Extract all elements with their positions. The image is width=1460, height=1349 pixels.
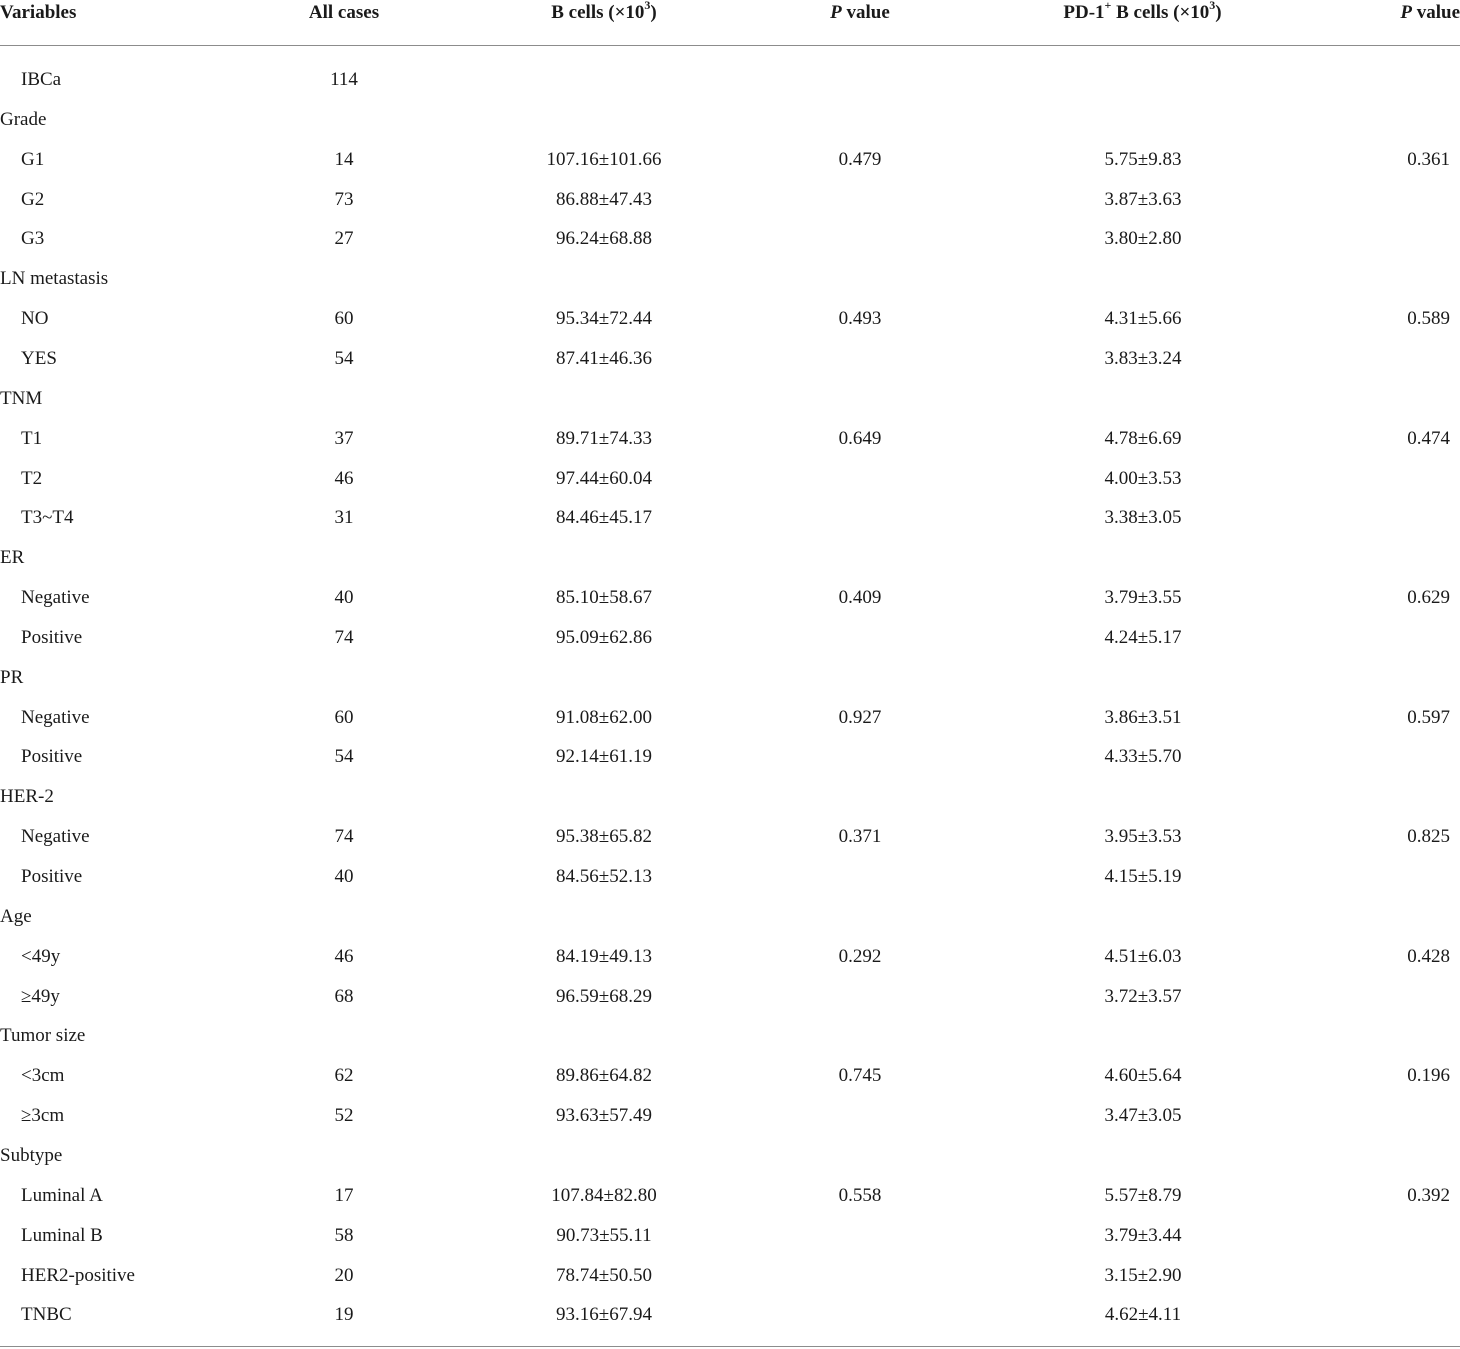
table-row xyxy=(0,227,1460,251)
header-pd1-plus-sup: + xyxy=(1104,0,1112,12)
pd1-b-cells-cell: 3.95±3.53 xyxy=(1104,826,1182,848)
pd1-b-cells-cell: 3.15±2.90 xyxy=(1104,1264,1182,1286)
header-p-italic: P xyxy=(830,2,842,23)
table-row xyxy=(0,467,1460,491)
all-cases-cell: 40 xyxy=(334,866,354,887)
table-row xyxy=(0,586,1460,610)
b-cells-cell: 92.14±61.19 xyxy=(556,746,652,768)
all-cases-cell: 60 xyxy=(334,706,354,728)
b-cells-cell: 95.38±65.82 xyxy=(556,826,652,848)
p-value-2-cell: 0.428 xyxy=(1407,945,1450,967)
b-cells-cell: 89.71±74.33 xyxy=(556,427,652,449)
table-header xyxy=(0,0,1460,46)
pd1-b-cells-cell: 3.83±3.24 xyxy=(1104,347,1182,369)
b-cells-cell: 93.16±67.94 xyxy=(556,1304,652,1326)
b-cells-cell: 95.34±72.44 xyxy=(556,308,652,330)
all-cases-cell: 60 xyxy=(334,308,354,330)
pd1-b-cells-cell: 3.80±2.80 xyxy=(1104,228,1182,250)
table-row xyxy=(0,865,1460,889)
all-cases-cell: 46 xyxy=(334,467,354,489)
all-cases-cell: 46 xyxy=(334,945,354,967)
header-pd1-close: ) xyxy=(1215,2,1222,23)
b-cells-cell: 89.86±64.82 xyxy=(556,1065,652,1087)
b-cells-cell: 107.16±101.66 xyxy=(546,148,662,170)
table-row xyxy=(0,666,1460,690)
row-label: T2 xyxy=(21,467,43,489)
b-cells-cell: 90.73±55.11 xyxy=(556,1224,652,1246)
all-cases-cell: 37 xyxy=(334,427,354,449)
table-row xyxy=(0,68,1460,92)
b-cells-cell: 87.41±46.36 xyxy=(556,347,652,369)
all-cases-cell: 27 xyxy=(334,228,354,250)
row-label: YES xyxy=(21,347,57,369)
table-row xyxy=(0,745,1460,769)
header-all-cases: All cases xyxy=(308,2,380,23)
table-row xyxy=(0,387,1460,411)
table-row xyxy=(0,825,1460,849)
all-cases-cell: 74 xyxy=(334,626,354,648)
p-value-2-cell: 0.597 xyxy=(1407,706,1450,728)
row-label: ≥49y xyxy=(21,985,60,1007)
row-label: TNBC xyxy=(21,1304,72,1326)
row-label: Subtype xyxy=(0,1144,63,1166)
table-row xyxy=(0,985,1460,1009)
row-label: IBCa xyxy=(21,69,62,90)
b-cells-cell: 93.63±57.49 xyxy=(556,1105,652,1127)
p-value-cell: 0.371 xyxy=(838,826,882,848)
row-label: Grade xyxy=(0,108,47,130)
all-cases-cell: 58 xyxy=(334,1224,354,1246)
table-row xyxy=(0,1064,1460,1088)
header-pd1-mid: B cells (×10 xyxy=(1111,2,1210,23)
b-cells-cell: 107.84±82.80 xyxy=(551,1184,657,1206)
pd1-b-cells-cell: 4.31±5.66 xyxy=(1104,308,1182,330)
row-label: Positive xyxy=(21,746,83,768)
row-label: Positive xyxy=(21,626,83,648)
p-value-2-cell: 0.361 xyxy=(1407,148,1450,170)
table-row xyxy=(0,905,1460,929)
b-cells-cell: 91.08±62.00 xyxy=(556,706,652,728)
pd1-b-cells-cell: 3.72±3.57 xyxy=(1104,985,1182,1007)
all-cases-cell: 68 xyxy=(334,985,354,1007)
table-row xyxy=(0,1264,1460,1288)
pd1-b-cells-cell: 4.00±3.53 xyxy=(1104,467,1182,489)
b-cells-cell: 85.10±58.67 xyxy=(556,587,652,609)
header-b-cells-sup: 3 xyxy=(644,0,651,12)
all-cases-cell: 114 xyxy=(330,69,358,90)
header-pd1-sup: 3 xyxy=(1209,0,1216,12)
table-row xyxy=(0,1024,1460,1048)
all-cases-cell: 31 xyxy=(334,507,354,529)
pd1-b-cells-cell: 3.38±3.05 xyxy=(1104,507,1182,529)
row-label: G2 xyxy=(21,188,45,210)
table-row xyxy=(0,945,1460,969)
pd1-b-cells-cell: 4.51±6.03 xyxy=(1104,945,1182,967)
row-label: PR xyxy=(0,666,24,688)
all-cases-cell: 73 xyxy=(334,188,354,210)
pd1-b-cells-cell: 4.33±5.70 xyxy=(1104,746,1182,768)
row-label: Negative xyxy=(21,826,90,848)
p-value-2-cell: 0.589 xyxy=(1407,308,1450,330)
b-cells-cell: 86.88±47.43 xyxy=(556,188,652,210)
all-cases-cell: 54 xyxy=(334,347,354,369)
all-cases-cell: 14 xyxy=(334,148,354,170)
all-cases-cell: 40 xyxy=(334,587,354,609)
row-label: T3~T4 xyxy=(21,507,74,529)
table-row xyxy=(0,188,1460,212)
table-row xyxy=(0,706,1460,730)
header-p2-italic: P xyxy=(1400,2,1412,23)
p-value-2-cell: 0.629 xyxy=(1407,587,1450,609)
header-b-cells-text: B cells (×10 xyxy=(551,2,645,23)
table-row xyxy=(0,785,1460,809)
pd1-b-cells-cell: 4.78±6.69 xyxy=(1104,427,1182,449)
header-variables: Variables xyxy=(0,2,77,23)
row-label: TNM xyxy=(0,387,43,409)
row-label: LN metastasis xyxy=(0,268,109,290)
pd1-b-cells-cell: 4.15±5.19 xyxy=(1104,866,1182,887)
header-p-value-1 xyxy=(800,1,920,25)
row-label: HER2-positive xyxy=(21,1264,135,1286)
row-label: Age xyxy=(0,905,32,927)
p-value-cell: 0.927 xyxy=(838,706,882,728)
b-cells-cell: 84.19±49.13 xyxy=(556,945,652,967)
table-row xyxy=(0,1303,1460,1327)
pd1-b-cells-cell: 4.60±5.64 xyxy=(1104,1065,1182,1087)
table-row xyxy=(0,546,1460,570)
header-pd1-prefix: PD-1 xyxy=(1063,2,1105,23)
p-value-2-cell: 0.474 xyxy=(1407,427,1450,449)
table-row xyxy=(0,427,1460,451)
b-cells-cell: 78.74±50.50 xyxy=(556,1264,652,1286)
row-label: Luminal B xyxy=(21,1224,103,1246)
row-label: ER xyxy=(0,547,25,569)
p-value-cell: 0.745 xyxy=(838,1065,882,1087)
all-cases-cell: 20 xyxy=(334,1264,354,1286)
table-row xyxy=(0,1224,1460,1248)
p-value-2-cell: 0.825 xyxy=(1407,826,1450,848)
row-label: Positive xyxy=(21,866,83,887)
all-cases-cell: 62 xyxy=(334,1065,354,1087)
row-label: G1 xyxy=(21,148,45,170)
all-cases-cell: 54 xyxy=(334,746,354,768)
all-cases-cell: 19 xyxy=(334,1304,354,1326)
p-value-2-cell: 0.196 xyxy=(1407,1065,1450,1087)
p-value-cell: 0.493 xyxy=(838,308,882,330)
pd1-b-cells-cell: 3.86±3.51 xyxy=(1104,706,1182,728)
b-cells-cell: 96.59±68.29 xyxy=(556,985,652,1007)
row-label: <3cm xyxy=(21,1065,65,1087)
p-value-cell: 0.649 xyxy=(838,427,882,449)
table-row xyxy=(0,307,1460,331)
table-row xyxy=(0,1184,1460,1208)
all-cases-cell: 52 xyxy=(334,1105,354,1127)
row-label: Negative xyxy=(21,587,90,609)
table-row xyxy=(0,1144,1460,1168)
header-b-cells xyxy=(504,1,704,25)
pd1-b-cells-cell: 3.87±3.63 xyxy=(1104,188,1182,210)
row-label: <49y xyxy=(21,945,61,967)
table-row xyxy=(0,1104,1460,1128)
table-row xyxy=(0,267,1460,291)
pd1-b-cells-cell: 4.62±4.11 xyxy=(1104,1304,1182,1326)
p-value-cell: 0.409 xyxy=(838,587,882,609)
row-label: ≥3cm xyxy=(21,1105,65,1127)
header-p-value-text: value xyxy=(841,2,890,23)
row-label: Negative xyxy=(21,706,90,728)
bottom-rule xyxy=(0,1346,1460,1347)
b-cells-cell: 97.44±60.04 xyxy=(556,467,652,489)
pd1-b-cells-cell: 4.24±5.17 xyxy=(1104,626,1182,648)
header-p2-value-text: value xyxy=(1411,2,1460,23)
table-row xyxy=(0,148,1460,172)
header-pd1-b-cells xyxy=(1020,1,1265,25)
b-cells-cell: 95.09±62.86 xyxy=(556,626,652,648)
pd1-b-cells-cell: 3.79±3.55 xyxy=(1104,587,1182,609)
b-cells-cell: 96.24±68.88 xyxy=(556,228,652,250)
pd1-b-cells-cell: 3.47±3.05 xyxy=(1104,1105,1182,1127)
p-value-2-cell: 0.392 xyxy=(1407,1184,1450,1206)
header-p-value-2 xyxy=(1400,1,1460,25)
row-label: T1 xyxy=(21,427,43,449)
all-cases-cell: 74 xyxy=(334,826,354,848)
pd1-b-cells-cell: 5.57±8.79 xyxy=(1104,1184,1182,1206)
header-b-cells-close: ) xyxy=(650,2,657,23)
pd1-b-cells-cell: 5.75±9.83 xyxy=(1104,148,1182,170)
p-value-cell: 0.558 xyxy=(838,1184,882,1206)
row-label: Luminal A xyxy=(21,1184,103,1206)
row-label: NO xyxy=(21,308,49,330)
row-label: G3 xyxy=(21,228,45,250)
p-value-cell: 0.292 xyxy=(838,945,882,967)
table-row xyxy=(0,108,1460,132)
p-value-cell: 0.479 xyxy=(838,148,882,170)
b-cells-cell: 84.46±45.17 xyxy=(556,507,652,529)
table-row xyxy=(0,626,1460,650)
table-row xyxy=(0,506,1460,530)
table-row xyxy=(0,347,1460,371)
row-label: Tumor size xyxy=(0,1025,86,1047)
row-label: HER-2 xyxy=(0,786,54,808)
pd1-b-cells-cell: 3.79±3.44 xyxy=(1104,1224,1182,1246)
all-cases-cell: 17 xyxy=(334,1184,354,1206)
b-cells-cell: 84.56±52.13 xyxy=(556,866,652,887)
